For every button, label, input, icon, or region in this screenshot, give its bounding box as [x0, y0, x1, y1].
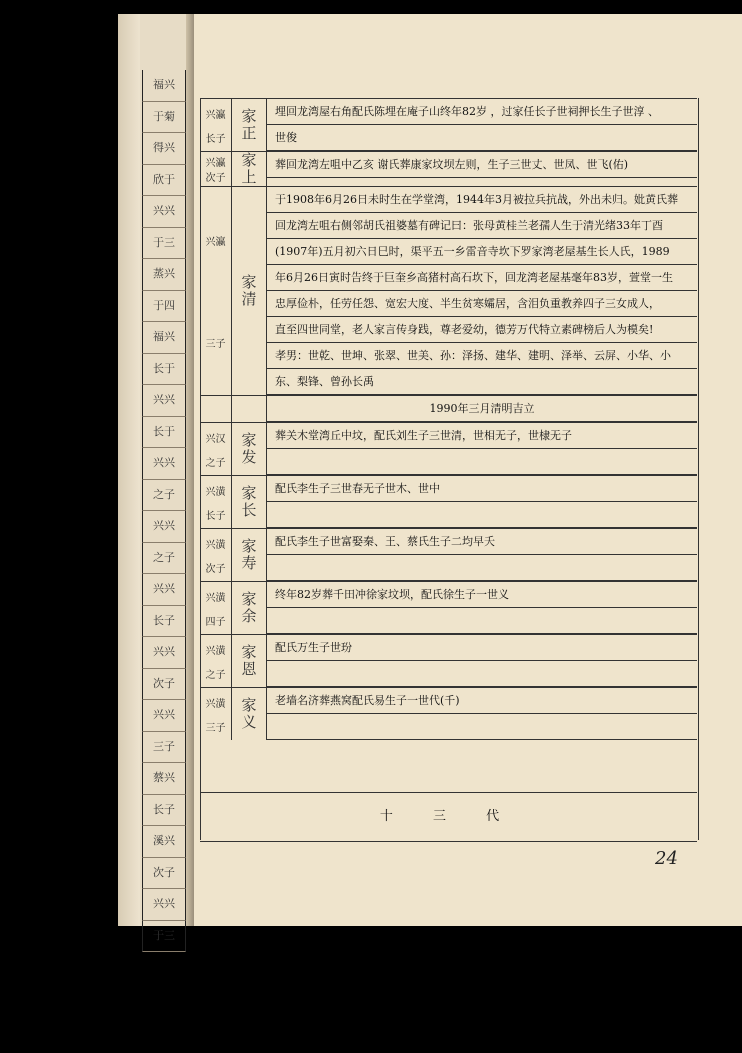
record-line: 直至四世同堂，老人家言传身践，尊老爱幼，德芳万代特立素碑榜后人为模矣!	[267, 317, 697, 343]
record-row	[200, 581, 697, 634]
spine-cell: 于三	[142, 228, 186, 260]
spine-cell: 福兴	[142, 322, 186, 354]
record-line	[267, 714, 697, 740]
person-name: 家清	[232, 187, 267, 395]
father-name: 兴瀛	[205, 158, 226, 169]
spine-cell: 蒸兴	[142, 259, 186, 291]
relation-cell	[200, 423, 232, 475]
spine-cell: 兴兴	[142, 448, 186, 480]
relation-cell	[200, 529, 232, 581]
record-line: 终年82岁葬千田冲徐家坟坝，配氏徐生子一世义	[267, 582, 697, 608]
record-line: 埋回龙湾屋右角配氏陈埋在庵子山终年82岁 ，过家任长子世祠押长生子世淳 、	[267, 99, 697, 125]
spine-cell: 欣于	[142, 165, 186, 197]
record-row	[200, 395, 697, 422]
person-name: 家上	[232, 152, 267, 186]
record-text	[267, 529, 697, 581]
record-row	[200, 151, 697, 186]
father-name: 兴瀛	[205, 236, 226, 248]
record-line: 孝男：世乾、世坤、张翠、世美、孙：泽扬、建华、建明、泽举、云屏、小华、小	[267, 343, 697, 369]
relation-cell	[200, 476, 232, 528]
record-row	[200, 186, 697, 395]
relation-cell	[200, 688, 232, 740]
record-row	[200, 475, 697, 528]
birth-order: 之子	[205, 457, 226, 469]
father-name: 兴潢	[205, 486, 226, 498]
spine-cell: 于四	[142, 291, 186, 323]
birth-order: 四子	[205, 616, 226, 628]
record-line: 配氏李生子世富娶秦、王、蔡氏生子二均早夭	[267, 529, 697, 555]
record-line: 1990年三月清明吉立	[267, 396, 697, 422]
spine-cell: 兴兴	[142, 511, 186, 543]
record-line	[267, 449, 697, 475]
spine-cell: 次子	[142, 669, 186, 701]
book-fore-edge	[118, 14, 140, 926]
record-line	[267, 502, 697, 528]
spine-text-column	[142, 70, 186, 942]
spine-cell: 次子	[142, 858, 186, 890]
record-text	[267, 476, 697, 528]
record-text	[267, 688, 697, 740]
record-line	[267, 608, 697, 634]
record-line: 葬回龙湾左咀中乙亥 谢氏葬康家坟坝左则，生子三世丈、世凤、世飞(佑)	[267, 152, 697, 178]
spine-cell: 长子	[142, 606, 186, 638]
spine-cell: 兴兴	[142, 637, 186, 669]
relation-cell	[200, 187, 232, 395]
record-text	[267, 187, 697, 395]
spine-cell: 之子	[142, 480, 186, 512]
birth-order: 次子	[205, 173, 226, 184]
record-line: 世俊	[267, 125, 697, 151]
person-name	[232, 396, 267, 422]
spine-cell: 于三	[142, 921, 186, 953]
record-text	[267, 582, 697, 634]
spine-cell: 兴兴	[142, 574, 186, 606]
birth-order: 长子	[205, 133, 226, 145]
spine-cell: 之子	[142, 543, 186, 575]
birth-order: 长子	[205, 510, 226, 522]
spine-cell: 长于	[142, 417, 186, 449]
record-text	[267, 423, 697, 475]
relation-cell	[200, 99, 232, 151]
relation-cell	[200, 396, 232, 422]
record-row	[200, 687, 697, 740]
relation-cell	[200, 635, 232, 687]
birth-order: 三子	[205, 338, 226, 350]
record-line: 回龙湾左咀右侧邻胡氏祖婆墓有碑记曰：张母黄桂兰老孺人生于清光绪33年丁酉	[267, 213, 697, 239]
birth-order: 之子	[205, 669, 226, 681]
birth-order: 三子	[205, 722, 226, 734]
record-text	[267, 635, 697, 687]
person-name: 家发	[232, 423, 267, 475]
spine-cell: 兴兴	[142, 889, 186, 921]
spine-cell: 长于	[142, 354, 186, 386]
record-row	[200, 634, 697, 687]
record-line	[267, 555, 697, 581]
record-line: 东、梨锋、曾孙长禹	[267, 369, 697, 395]
record-text	[267, 99, 697, 151]
father-name: 兴潢	[205, 592, 226, 604]
page-number: 24	[655, 848, 678, 869]
birth-order: 次子	[205, 563, 226, 575]
spine-cell: 于菊	[142, 102, 186, 134]
record-line: 于1908年6月26日未时生在学堂湾，1944年3月被拉兵抗战，外出未归。妣黄氏葬	[267, 187, 697, 213]
record-line: 老墙名济葬燕窝配氏易生子一世代(千)	[267, 688, 697, 714]
record-line: 配氏李生子三世春无子世木、世中	[267, 476, 697, 502]
person-name: 家恩	[232, 635, 267, 687]
generation-heading: 十 三 代	[200, 792, 697, 842]
spine-cell: 兴兴	[142, 196, 186, 228]
relation-cell	[200, 582, 232, 634]
record-row	[200, 98, 697, 151]
record-text	[267, 152, 697, 186]
father-name: 兴潢	[205, 645, 226, 657]
person-name: 家寿	[232, 529, 267, 581]
record-line: 葬关木堂湾丘中坟，配氏刘生子三世清，世相无子，世棣无子	[267, 423, 697, 449]
record-line	[267, 661, 697, 687]
person-name: 家义	[232, 688, 267, 740]
record-line: 年6月26日寅时告终于巨奎乡高猪村高石坎下，回龙湾老屋基毫年83岁，萱堂一生	[267, 265, 697, 291]
record-row	[200, 528, 697, 581]
record-line: 忠厚俭朴，任劳任怨、宽宏大度、半生贫寒孀居，含泪负重教养四子三女成人，	[267, 291, 697, 317]
record-line: 配氏万生子世玢	[267, 635, 697, 661]
spine-cell: 福兴	[142, 70, 186, 102]
father-name: 兴汉	[205, 433, 226, 445]
spine-cell: 溪兴	[142, 826, 186, 858]
father-name: 兴潢	[205, 539, 226, 551]
person-name: 家长	[232, 476, 267, 528]
genealogy-table	[200, 98, 697, 740]
person-name: 家正	[232, 99, 267, 151]
spine-cell: 兴兴	[142, 385, 186, 417]
person-name: 家余	[232, 582, 267, 634]
spine-cell: 得兴	[142, 133, 186, 165]
spine-cell: 兴兴	[142, 700, 186, 732]
spine-cell: 蔡兴	[142, 763, 186, 795]
record-text	[267, 396, 697, 422]
spine-cell: 长子	[142, 795, 186, 827]
father-name: 兴潢	[205, 698, 226, 710]
record-line: (1907年)五月初六日巳时，渠平五一乡雷音寺坎下罗家湾老屋基生长人氏，1989	[267, 239, 697, 265]
father-name: 兴瀛	[205, 109, 226, 121]
relation-cell	[200, 152, 232, 186]
record-row	[200, 422, 697, 475]
spine-cell: 三子	[142, 732, 186, 764]
